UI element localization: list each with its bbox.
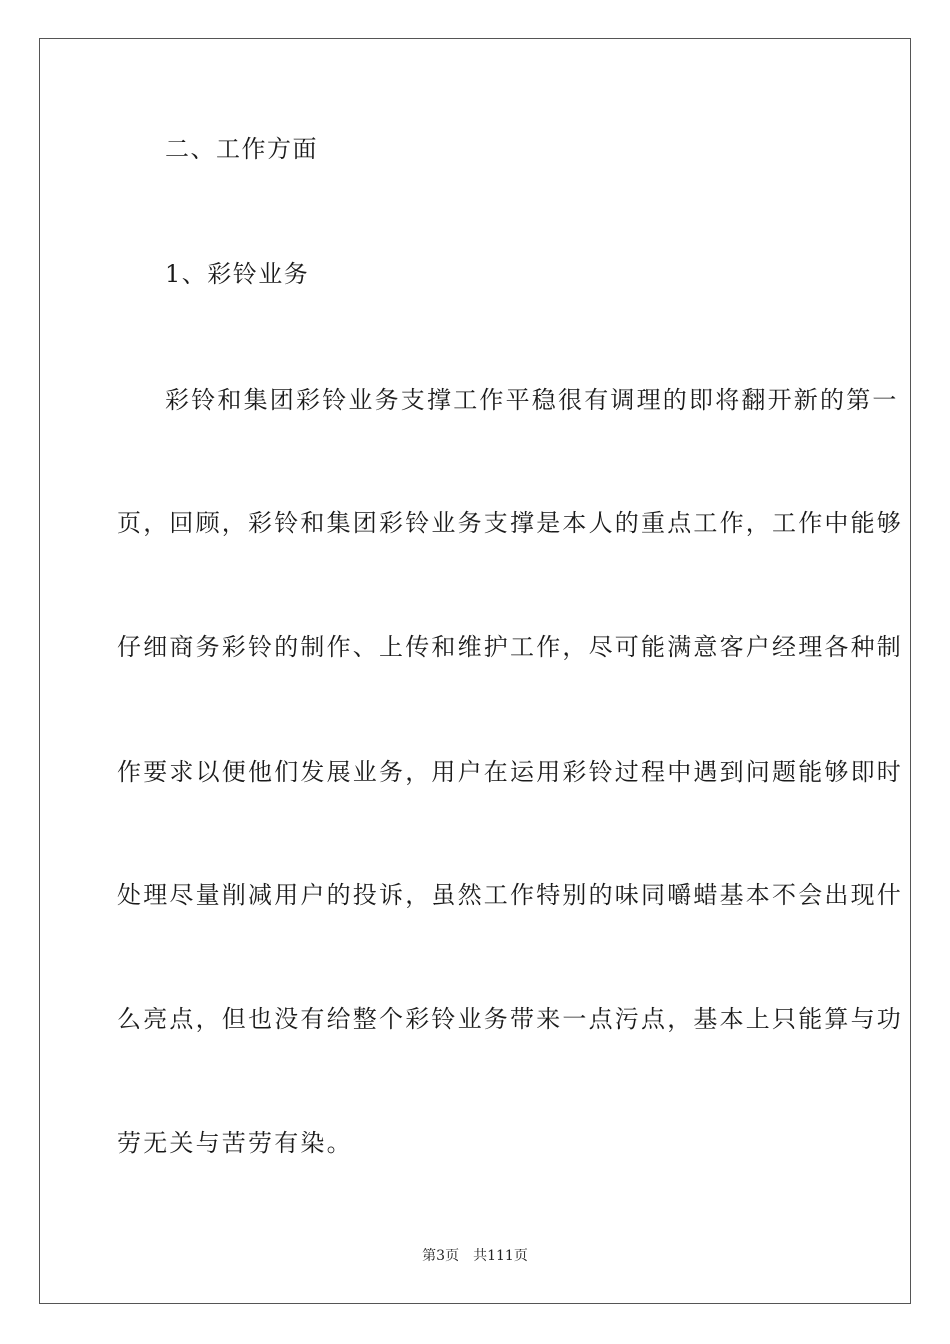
subsection-heading: 1、彩铃业务 xyxy=(165,260,310,288)
paragraph-line: 劳无关与苦劳有染。 xyxy=(117,1129,353,1157)
page-border xyxy=(39,38,911,1304)
page-total: 共111页 xyxy=(473,1248,528,1264)
paragraph-line: 仔细商务彩铃的制作、上传和维护工作，尽可能满意客户经理各种制 xyxy=(117,633,903,661)
page-footer xyxy=(0,1246,950,1266)
paragraph-line: 处理尽量削减用户的投诉，虽然工作特别的味同嚼蜡基本不会出现什 xyxy=(117,881,903,909)
paragraph-line: 么亮点，但也没有给整个彩铃业务带来一点污点，基本上只能算与功 xyxy=(117,1005,903,1033)
paragraph-line: 页，回顾，彩铃和集团彩铃业务支撑是本人的重点工作，工作中能够 xyxy=(117,509,903,537)
section-heading: 二、工作方面 xyxy=(165,135,318,163)
page-number: 第3页 xyxy=(422,1248,460,1264)
paragraph-line: 彩铃和集团彩铃业务支撑工作平稳很有调理的即将翻开新的第一 xyxy=(165,386,899,414)
paragraph-line: 作要求以便他们发展业务，用户在运用彩铃过程中遇到问题能够即时 xyxy=(117,758,903,786)
